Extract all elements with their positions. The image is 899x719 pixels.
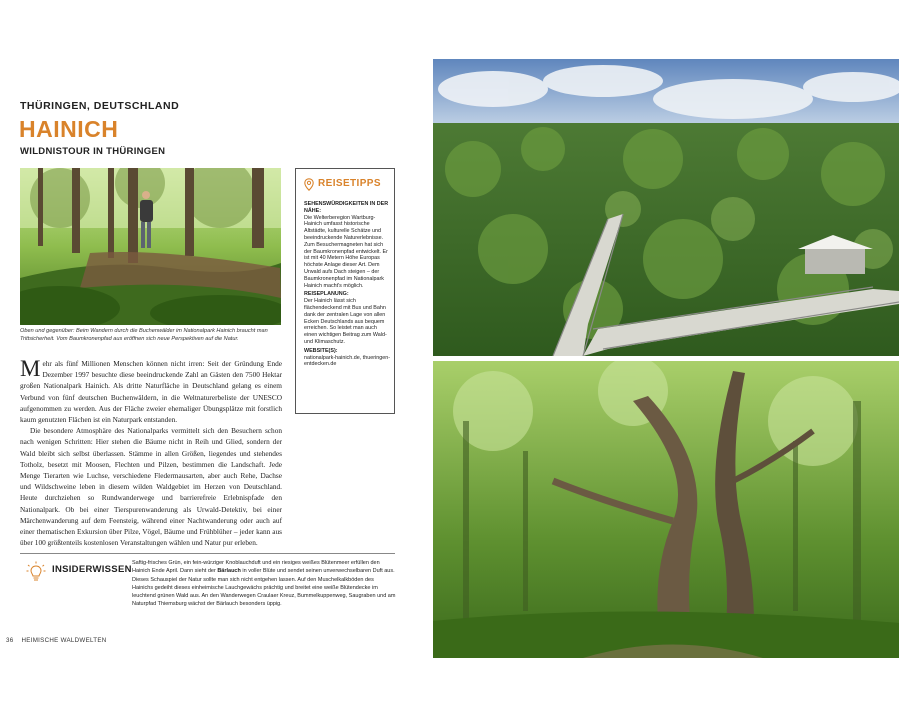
tips-content bbox=[304, 201, 390, 368]
tips-websites-text: nationalpark-hainich.de, thueringen-entdecken.de bbox=[304, 354, 391, 368]
page-subtitle: WILDNISTOUR IN THÜRINGEN bbox=[20, 146, 166, 157]
drop-cap: M bbox=[20, 356, 41, 381]
tips-sights-heading: SEHENSWÜRDIGKEITEN IN DER NÄHE: bbox=[304, 201, 389, 214]
insider-divider bbox=[20, 553, 395, 554]
tips-planning-text: Der Hainich lässt sich flächendeckend mit Bus und Bahn dank der zentralen Lage von allen Ecken Deutschlands aus bequem erreichen. So leistet man auch einen wichtigen Beitrag zum Wald- und Klimaschutz. bbox=[304, 298, 387, 345]
insider-text bbox=[132, 559, 396, 609]
forest-hiker-photo bbox=[20, 168, 281, 325]
photo-caption: Oben und gegenüber: Beim Wandern durch die Buchenwälder im Nationalpark Hainich braucht man Trittsicherheit. Vom Baumkronenpfad aus eröffnen sich neue Perspektiven auf die Natur. bbox=[20, 328, 268, 342]
lightbulb-icon bbox=[26, 561, 46, 588]
insider-label: INSIDERWISSEN bbox=[52, 564, 132, 575]
insider-text-part-2: in voller Blüte und sendet seinen unverwechselbaren Duft aus. Dieses Schauspiel der Natur sollte man sich nicht entgehen lassen. Auf den Muschelkalkböden des Hainichs gedeiht dieses einheimische Lauchgewächs prächtig und breitet eine weiße Blütendecke im leuchtend grünen Wald aus. An den Wanderwegen Craulaer Kreuz, Bummelkuppenweg, Saugraben und am Naturpfad Thiemsburg wächst der Bärlauch besonders üppig. bbox=[132, 568, 396, 608]
article-paragraph-1: ehr als fünf Millionen Menschen können nicht irren: Seit der Gründung Ende Dezember 1997 besuchte diese beeindruckende Zahl an Gästen den 7500 Hektar großen Nationalpark Hainich. Als dritte Naturfläche in Deutschland gelang es einem Verbund von fünf deutschen Buchenwäldern, in die Weltnaturerbeliste der UNESCO aufgenommen zu werden. Aus der Fläche zweier ehemaliger Übungsplätze mit forstlich kaum genutzten Flächen ist ein Naturpark entstanden. bbox=[20, 359, 282, 425]
region-label: THÜRINGEN, DEUTSCHLAND bbox=[20, 100, 180, 112]
tips-sights-text: Die Welterberegion Wartburg-Hainich umfasst historische Altstädte, kulturelle Schätze und beeindruckende Naturerlebnisse. Zum Besuchermagneten hat sich der Baumkronenpfad entwickelt. Er ist mit 40 Metern Höhe Europas höchste Anlage dieser Art. Dem Urwald aufs Dach steigen – der Baumkronenpfad im Nationalpark Hainich macht's möglich. bbox=[304, 214, 388, 289]
tips-websites-heading: WEBSITE(S): bbox=[304, 347, 338, 354]
tips-planning-heading: REISEPLANUNG: bbox=[304, 291, 349, 298]
travel-tips-box bbox=[295, 168, 395, 414]
footer bbox=[6, 637, 107, 644]
insider-highlight: Bärlauch bbox=[217, 568, 241, 575]
page-number: 36 bbox=[6, 637, 14, 644]
tips-title: REISETIPPS bbox=[318, 178, 381, 189]
footer-section: HEIMISCHE WALDWELTEN bbox=[21, 637, 107, 644]
page-title: HAINICH bbox=[19, 116, 119, 142]
canopy-walkway-photo bbox=[433, 59, 899, 356]
insider-text-part-1: Saftig-frisches Grün, ein fein-würziger Knoblauchduft und ein riesiges weißes Blütenmeer erfüllen den Hainich Ende April. Dann sieht der bbox=[132, 560, 380, 575]
old-beech-tree-photo bbox=[433, 361, 899, 658]
map-pin-icon bbox=[304, 178, 314, 196]
article-body bbox=[20, 358, 282, 548]
article-paragraph-2: Die besondere Atmosphäre des Nationalparks vermittelt sich den Besuchern schon nach wenigen Schritten: Hier stehen die Bäume nicht in Reih und Glied, sondern der Wald bleibt sich selbst überlassen. Stämme in allen Größen, liegendes und stehendes Totholz, besetzt mit Moosen, Flechten und Pilzen, bestimmen die Landschaft. Jede Menge Tierarten wie Luchse, verschiedene Fledermausarten, aber auch Rehe, Dachse und Wildschweine leben in diesem wilden Waldgebiet im Herzen von Deutschland. Heute durchziehen so Rundwanderwege und barrierefreie Erlebnispfade den Nationalpark. Ob bei einer Tierspurenwanderung als Urwald-Detektiv, bei einer Märchenwanderung auf dem Feensteig, während einer Nachtwanderung oder auch auf einer thematischen Exkursion über Pilze, Vögel, Bäume und Frühblüher – jeder kann aus über 100 größtenteils kostenlosen Veranstaltungen wählen und Natur pur erleben. bbox=[20, 426, 282, 548]
